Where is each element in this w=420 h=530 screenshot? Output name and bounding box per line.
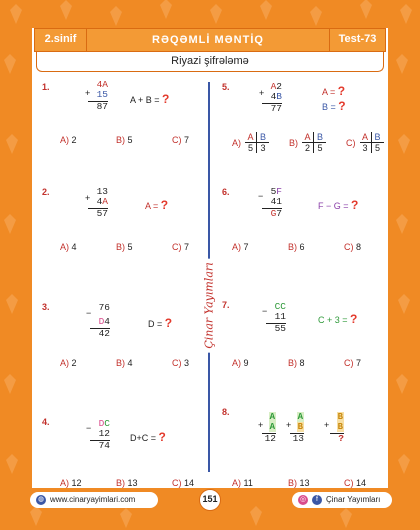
question-text: D = ? bbox=[148, 316, 173, 330]
question-text: F − G = ? bbox=[318, 198, 359, 212]
question-number: 2. bbox=[42, 187, 50, 197]
option-b[interactable]: B) 13 bbox=[116, 478, 138, 488]
option-b[interactable]: B) A B 2 5 bbox=[289, 132, 346, 153]
option-a[interactable]: A) 12 bbox=[60, 478, 82, 488]
question-number: 8. bbox=[222, 407, 230, 417]
answer-options bbox=[232, 242, 400, 252]
option-a[interactable]: A) 9 bbox=[232, 358, 249, 368]
option-a[interactable]: A) 7 bbox=[232, 242, 249, 252]
column-addition: A2 4B 77 bbox=[262, 82, 282, 114]
facebook-icon: f bbox=[312, 495, 322, 505]
header-bar bbox=[34, 28, 386, 52]
question-text: D+C = ? bbox=[130, 430, 166, 444]
column-subtraction: CC 11 55 bbox=[266, 302, 286, 334]
question-number: 7. bbox=[222, 300, 230, 310]
question-text: A + B = ? bbox=[130, 92, 170, 106]
card-sum-1: A A 12 bbox=[262, 412, 276, 444]
option-a[interactable]: A) 2 bbox=[60, 358, 77, 368]
option-a[interactable]: A) 4 bbox=[60, 242, 77, 252]
column-subtraction: 5F 41 G7 bbox=[262, 187, 282, 219]
operator-sign: + bbox=[324, 420, 330, 430]
social-links[interactable]: ◎ f Çinar Yayımları bbox=[292, 492, 392, 508]
option-b[interactable]: B) 4 bbox=[116, 358, 133, 368]
question-text: C + 3 = ? bbox=[318, 312, 358, 326]
option-c[interactable]: C) 7 bbox=[344, 358, 362, 368]
answer-options bbox=[60, 478, 228, 488]
operator-sign: + bbox=[286, 420, 292, 430]
question-number: 4. bbox=[42, 417, 50, 427]
option-c[interactable]: C) A B 3 5 bbox=[346, 132, 403, 153]
option-c[interactable]: C) 3 bbox=[172, 358, 190, 368]
answer-options bbox=[60, 242, 228, 252]
grade-label: 2.sinif bbox=[35, 29, 87, 51]
column-addition: 13 4A 57 bbox=[88, 187, 108, 219]
question-text: A = ? bbox=[145, 198, 169, 212]
option-b[interactable]: B) 13 bbox=[288, 478, 310, 488]
operator-sign: + bbox=[259, 88, 265, 98]
question-number: 6. bbox=[222, 187, 230, 197]
answer-options bbox=[232, 132, 403, 153]
answer-options bbox=[232, 358, 400, 368]
globe-icon: ◍ bbox=[37, 496, 45, 503]
option-a[interactable]: A) 11 bbox=[232, 478, 253, 488]
operator-sign: + bbox=[85, 193, 91, 203]
instagram-icon: ◎ bbox=[299, 496, 307, 503]
question-text-a: A = ? bbox=[322, 84, 346, 98]
operator-sign: − bbox=[86, 308, 92, 318]
question-number: 5. bbox=[222, 82, 230, 92]
option-b[interactable]: B) 5 bbox=[116, 135, 133, 145]
operator-sign: − bbox=[262, 306, 268, 316]
option-c[interactable]: C) 14 bbox=[172, 478, 195, 488]
option-b[interactable]: B) 8 bbox=[288, 358, 305, 368]
column-subtraction: DC 12 74 bbox=[90, 419, 110, 451]
publisher-side-label: Çinar Yayımları bbox=[192, 250, 226, 360]
column-subtraction: 76 D4 42 bbox=[90, 303, 110, 339]
option-c[interactable]: C) 7 bbox=[172, 135, 190, 145]
answer-options bbox=[232, 478, 400, 488]
operator-sign: − bbox=[86, 423, 92, 433]
option-a[interactable]: A) 2 bbox=[60, 135, 77, 145]
option-c[interactable]: C) 8 bbox=[344, 242, 362, 252]
option-c[interactable]: C) 7 bbox=[172, 242, 190, 252]
card-sum-2: A B 13 bbox=[290, 412, 304, 444]
option-a[interactable]: A) A B 5 3 bbox=[232, 132, 289, 153]
option-c[interactable]: C) 14 bbox=[344, 478, 367, 488]
page-title: RƏQƏMLİ MƏNTİQ bbox=[152, 33, 264, 46]
question-text-b: B = ? bbox=[322, 99, 346, 113]
test-number: Test-73 bbox=[329, 29, 385, 51]
question-number: 3. bbox=[42, 302, 50, 312]
option-b[interactable]: B) 6 bbox=[288, 242, 305, 252]
question-number: 1. bbox=[42, 82, 50, 92]
operator-sign: − bbox=[258, 191, 264, 201]
page-subtitle: Riyazi şifrələmə bbox=[36, 52, 384, 72]
answer-options bbox=[60, 358, 228, 368]
option-b[interactable]: B) 5 bbox=[116, 242, 133, 252]
page-number: 151 bbox=[199, 489, 221, 511]
answer-options bbox=[60, 135, 228, 145]
column-addition: 4A 15 87 bbox=[88, 80, 108, 112]
operator-sign: + bbox=[258, 420, 264, 430]
website-link[interactable]: ◍ www.cinaryayimlari.com bbox=[30, 492, 158, 508]
operator-sign: + bbox=[85, 88, 91, 98]
card-sum-3: B B ? bbox=[330, 412, 344, 444]
